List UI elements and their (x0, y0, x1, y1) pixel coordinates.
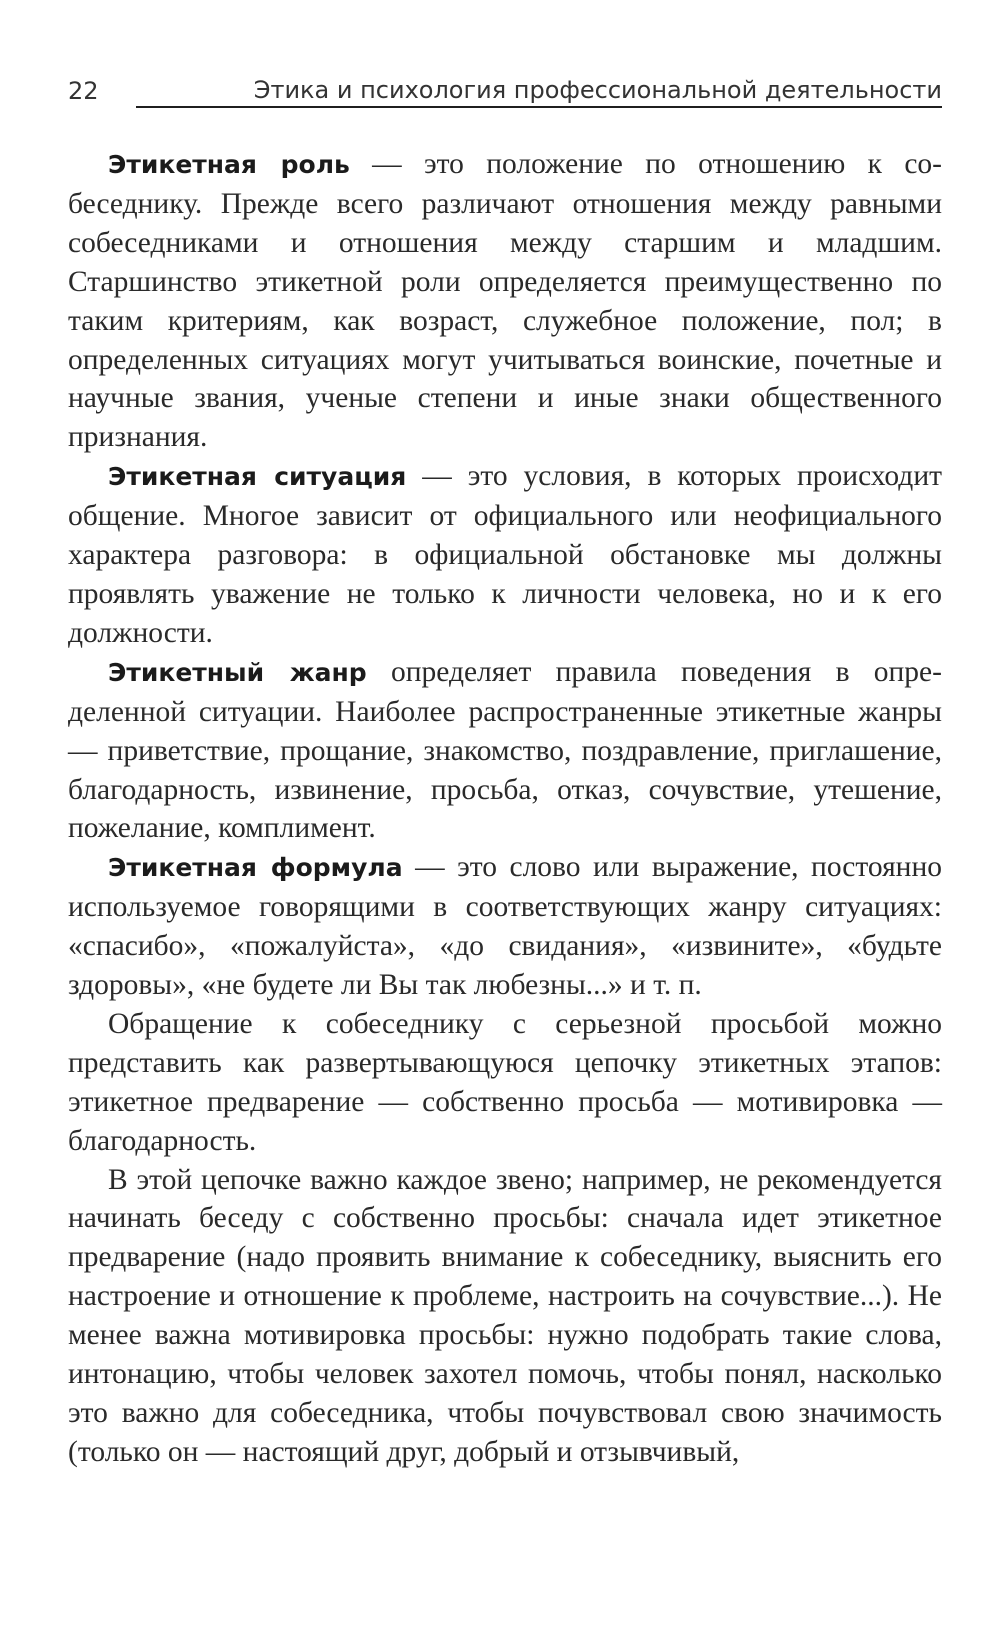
paragraph-chain-links (68, 1161, 942, 1472)
paragraph-text: — это слово или выражение, постоянно используемое говорящими в соответствующих жанру ситуациях: «спасибо», «пожалуйста», «до свидания», «извините», «будьте здоровы», «не будете ли Вы так любезны...» и т. п. (68, 851, 942, 1002)
paragraph-request-chain (68, 1005, 942, 1161)
paragraph-text: Обращение к собеседнику с серьезной просьбой можно представить как развертывающуюся цепочку этикетных этапов: этикетное предварение — собственно просьба — мотивировка — благодарность. (68, 1007, 942, 1157)
term-etiquette-role: Этикетная роль (108, 150, 350, 179)
page-number: 22 (68, 77, 99, 105)
body-text (68, 145, 942, 1472)
header-rule (136, 106, 942, 108)
paragraph-text: определяет правила поведения в определенной ситуации. Наиболее распространенные этикетные жанры — приветствие, прощание, знакомство, поздравление, приглашение, благодарность, извинение, просьба, отказ, сочувствие, утешение, пожелание, комплимент. (68, 655, 942, 845)
page-header (68, 72, 942, 112)
term-etiquette-genre: Этикетный жанр (108, 657, 367, 687)
paragraph-text: — это условия, в которых происходит общение. Многое зависит от официального или неофициального характера разговора: в официальной обстановке мы должны проявлять уважение не только к личности человека, но и к его должности. (68, 460, 942, 649)
paragraph-etiquette-genre (68, 653, 942, 849)
running-title: Этика и психология профессиональной деятельности (253, 76, 942, 104)
term-etiquette-formula: Этикетная формула (108, 853, 403, 883)
paragraph-etiquette-role (68, 145, 942, 457)
paragraph-text: В этой цепочке важно каждое звено; например, не рекомендуется начинать беседу с собственно просьбы: сначала идет этикетное предварение (надо проявить внимание к собеседнику, выяснить его настроение и отношение к проблеме, настроить на сочувствие...). Не менее важна мотивировка просьбы: нужно подобрать такие слова, интонацию, чтобы человек захотел помочь, чтобы понял, насколько это важно для собеседника, чтобы почувствовал свою значимость (только он — настоящий друг, добрый и отзывчивый, (68, 1163, 942, 1468)
paragraph-text: — это положение по отношению к собеседнику. Прежде всего различают отношения между равными собеседниками и отношения между старшим и младшим. Старшинство этикетной роли определяется преимущественно по таким критериям, как возраст, служебное положение, пол; в определенных ситуациях могут учитываться воинские, почетные и научные звания, ученые степени и иные знаки общественного признания. (68, 148, 942, 454)
term-etiquette-situation: Этикетная ситуация (108, 462, 407, 492)
paragraph-etiquette-formula (68, 848, 942, 1005)
paragraph-etiquette-situation (68, 457, 942, 653)
